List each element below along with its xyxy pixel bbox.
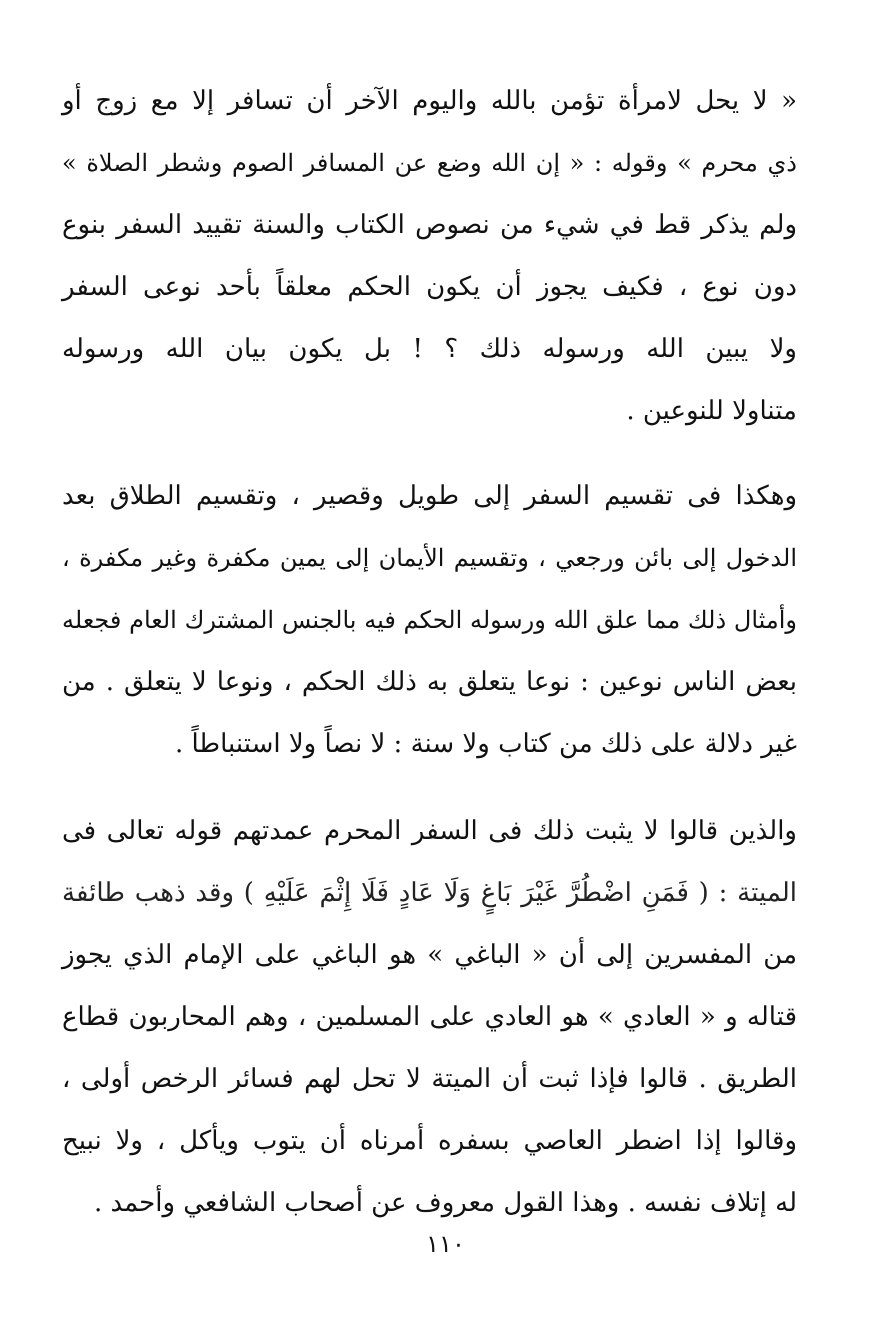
text-line: ولا يبين الله ورسوله ذلك ؟ ! بل يكون بيان الله ورسوله — [62, 334, 797, 364]
text-line: وهكذا فى تقسيم السفر إلى طويل وقصير ، وتقسيم الطلاق بعد — [62, 481, 797, 511]
text-line: ذي محرم » وقوله : « إن الله وضع عن المسافر الصوم وشطر الصلاة » — [62, 149, 797, 177]
text-line: متناولا للنوعين . — [626, 396, 797, 426]
text-line: له إتلاف نفسه . وهذا القول معروف عن أصحاب الشافعي وأحمد . — [93, 1188, 797, 1218]
text-line: ولم يذكر قط في شيء من نصوص الكتاب والسنة تقييد السفر بنوع — [62, 210, 798, 240]
page-number: ١١٠ — [426, 1230, 465, 1258]
text-line: والذين قالوا لا يثبت ذلك فى السفر المحرم عمدتهم قوله تعالى فى — [62, 816, 797, 846]
text-line: الطريق . قالوا فإذا ثبت أن الميتة لا تحل لهم فسائر الرخص أولى ، — [62, 1064, 797, 1094]
text-line: من المفسرين إلى أن « الباغي » هو الباغي على الإمام الذي يجوز — [62, 940, 797, 970]
text-line: الدخول إلى بائن ورجعي ، وتقسيم الأيمان إلى يمين مكفرة وغير مكفرة ، — [62, 544, 797, 572]
text-line: دون نوع ، فكيف يجوز أن يكون الحكم معلقاً بأحد نوعى السفر — [62, 272, 797, 302]
text-line: وأمثال ذلك مما علق الله ورسوله الحكم فيه بالجنس المشترك العام فجعله — [62, 606, 797, 634]
text-line-quran-verse: الميتة : ( فَمَنِ اضْطُرَّ غَيْرَ بَاغٍ وَلَا عَادٍ فَلَا إِثْمَ عَلَيْهِ ) وقد ذهب طائفة — [62, 878, 797, 908]
text-line: « لا يحل لامرأة تؤمن بالله واليوم الآخر أن تسافر إلا مع زوج أو — [62, 86, 797, 116]
paragraph-3 — [62, 800, 797, 1234]
text-line: قتاله و « العادي » هو العادي على المسلمين ، وهم المحاربون قطاع — [62, 1002, 797, 1032]
text-line: بعض الناس نوعين : نوعا يتعلق به ذلك الحكم ، ونوعا لا يتعلق . من — [62, 667, 797, 697]
paragraph-1 — [62, 70, 797, 442]
paragraph-2 — [62, 465, 797, 775]
text-line: غير دلالة على ذلك من كتاب ولا سنة : لا نصاً ولا استنباطاً . — [174, 729, 797, 759]
text-line: وقالوا إذا اضطر العاصي بسفره أمرناه أن يتوب ويأكل ، ولا نبيح — [62, 1126, 797, 1156]
